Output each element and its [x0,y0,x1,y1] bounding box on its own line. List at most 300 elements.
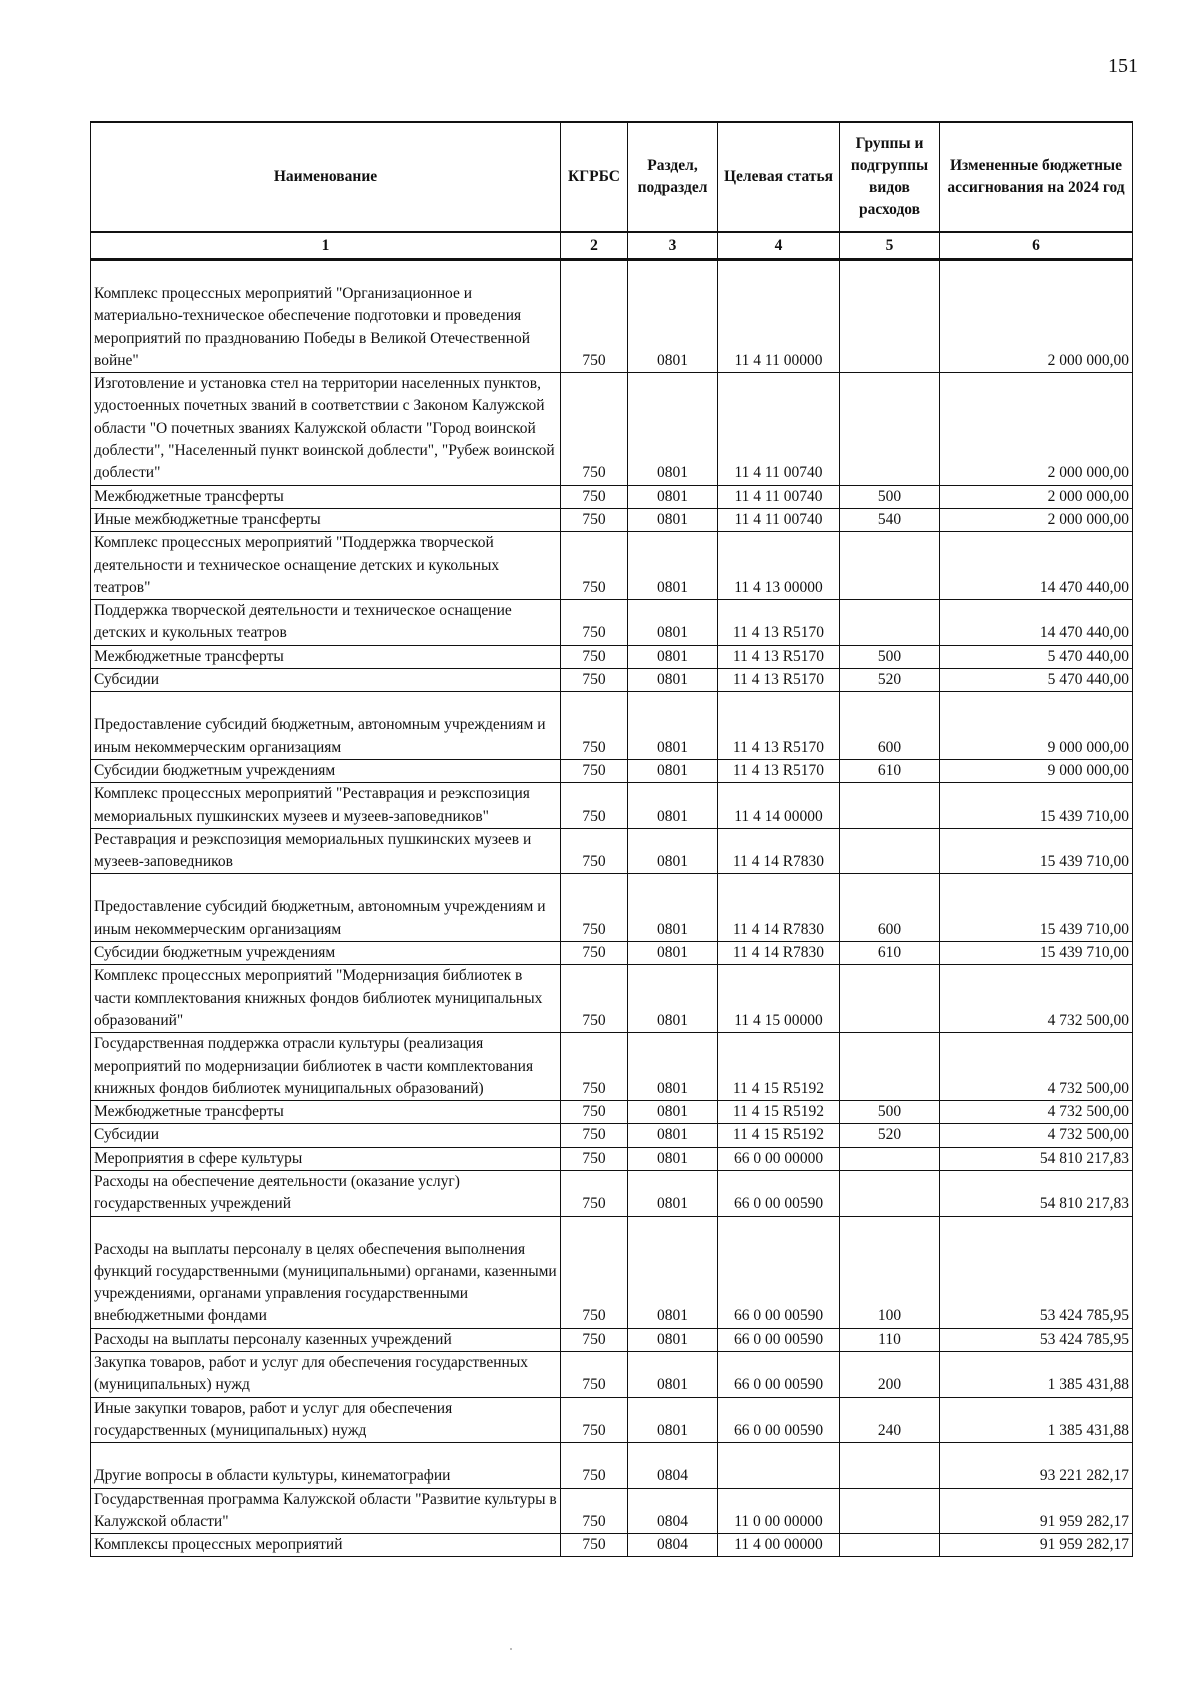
row-kgrbs [561,1397,628,1443]
row-name-text: Мероприятия в сфере культуры [94,1149,303,1167]
row-section [628,783,718,829]
table-row [91,874,1133,942]
row-amount-text: 5 470 440,00 [1047,647,1129,665]
row-kgrbs [561,1352,628,1398]
row-kgrbs [561,692,628,760]
row-section-text: 0801 [657,1126,688,1144]
row-name-text: Межбюджетные трансферты [94,1103,284,1121]
row-section-text: 0801 [657,1011,688,1029]
row-group-text: 520 [877,1126,902,1144]
row-group [840,508,940,531]
row-section-text: 0804 [657,1536,688,1554]
row-kgrbs-text: 750 [582,1103,606,1121]
row-section-text: 0801 [657,1330,688,1348]
row-group-text: 520 [877,671,902,689]
table-row [91,1216,1133,1328]
row-section-text: 0801 [657,624,688,642]
row-amount-text: 91 959 282,17 [1039,1512,1129,1530]
row-group-text: 600 [877,738,902,756]
row-name [91,942,561,965]
row-amount [940,1328,1133,1351]
row-name-text: Комплексы процессных мероприятий [94,1536,343,1554]
row-section-text: 0801 [657,1421,688,1439]
row-article-text: 11 4 14 R7830 [732,853,825,871]
table-row [91,1534,1133,1557]
row-amount-text: 2 000 000,00 [1047,510,1129,528]
row-section [628,1328,718,1351]
row-name [91,1101,561,1124]
row-kgrbs-text: 750 [582,1421,606,1439]
row-kgrbs-text: 750 [582,464,606,482]
row-section-text: 0801 [657,1103,688,1121]
row-section [628,828,718,874]
header-kgrbs: КГРБС [561,122,628,232]
row-article [718,1352,840,1398]
table-row [91,1352,1133,1398]
row-amount [940,1033,1133,1101]
row-kgrbs [561,260,628,373]
row-group [840,783,940,829]
row-article-text: 66 0 00 00590 [733,1330,824,1348]
row-section [628,1101,718,1124]
table-row [91,532,1133,600]
row-name [91,1443,561,1488]
row-amount [940,485,1133,508]
row-article [718,669,840,692]
row-name [91,260,561,373]
row-kgrbs-text: 750 [582,487,606,505]
row-name [91,783,561,829]
row-amount [940,1534,1133,1557]
row-kgrbs [561,1488,628,1534]
row-article [718,692,840,760]
row-name-text: Комплекс процессных мероприятий "Организационное и материально-техническое обеспечение подготовки и проведения мероприятий по празднованию Победы в Великой Отечественной войне" [94,285,531,369]
row-kgrbs-text: 750 [582,1149,606,1167]
row-article [718,828,840,874]
row-section-text: 0801 [657,853,688,871]
row-group-text: 600 [877,920,902,938]
column-number: 6 [940,232,1133,260]
row-kgrbs [561,532,628,600]
row-group-text: 540 [877,510,902,528]
header-section: Раздел, подраздел [628,122,718,232]
row-name-text: Иные межбюджетные трансферты [94,510,321,528]
row-section-text: 0801 [657,807,688,825]
row-amount [940,1147,1133,1170]
row-amount [940,1124,1133,1147]
row-amount-text: 53 424 785,95 [1039,1330,1129,1348]
column-number: 2 [561,232,628,260]
row-article [718,1170,840,1216]
row-name-text: Субсидии бюджетным учреждениям [94,944,336,962]
row-group [840,645,940,668]
row-kgrbs-text: 750 [582,944,606,962]
row-section-text: 0801 [657,920,688,938]
row-article-text: 11 4 11 00740 [734,464,823,482]
row-group [840,828,940,874]
row-kgrbs-text: 750 [582,1512,606,1530]
row-kgrbs [561,1443,628,1488]
row-section [628,600,718,646]
row-kgrbs-text: 750 [582,1307,606,1325]
row-group [840,874,940,942]
row-article [718,1147,840,1170]
row-kgrbs [561,669,628,692]
row-name-text: Комплекс процессных мероприятий "Модернизация библиотек в части комплектования книжных фондов библиотек муниципальных образований" [94,967,543,1029]
row-name [91,669,561,692]
row-group [840,1534,940,1557]
row-kgrbs [561,1033,628,1101]
row-article-text: 11 4 13 R5170 [732,647,825,665]
table-row [91,783,1133,829]
row-kgrbs-text: 750 [582,1330,606,1348]
row-name [91,508,561,531]
row-article-text: 11 4 13 R5170 [732,761,825,779]
row-section [628,669,718,692]
row-name-text: Предоставление субсидий бюджетным, автономным учреждениям и иным некоммерческим организациям [94,898,546,938]
row-kgrbs [561,373,628,485]
row-kgrbs-text: 750 [582,1536,606,1554]
row-amount [940,874,1133,942]
row-name-text: Субсидии [94,671,160,689]
row-amount [940,783,1133,829]
row-section-text: 0804 [657,1512,688,1530]
row-section-text: 0801 [657,578,688,596]
header-group: Группы и подгруппы видов расходов [840,122,940,232]
row-section [628,1170,718,1216]
row-article [718,1124,840,1147]
row-amount [940,260,1133,373]
row-article-text: 66 0 00 00590 [733,1421,824,1439]
row-name-text: Расходы на выплаты персоналу казенных учреждений [94,1330,452,1348]
scan-speck [510,1648,512,1650]
row-article-text: 11 4 13 00000 [734,578,823,596]
row-amount-text: 9 000 000,00 [1047,761,1129,779]
row-name-text: Государственная поддержка отрасли культуры (реализация мероприятий по модернизации библиотек в части комплектования книжных фондов библиотек муниципальных образований) [94,1035,534,1097]
row-group [840,1488,940,1534]
row-amount-text: 15 439 710,00 [1039,853,1129,871]
row-kgrbs-text: 750 [582,351,606,369]
row-name [91,485,561,508]
row-article [718,1534,840,1557]
table-row [91,1397,1133,1443]
row-article-text: 11 4 15 00000 [734,1011,823,1029]
row-article-text: 11 4 11 00000 [734,351,823,369]
row-name [91,874,561,942]
table-row [91,1328,1133,1351]
row-section [628,373,718,485]
row-group [840,600,940,646]
row-article [718,1328,840,1351]
row-amount-text: 53 424 785,95 [1039,1307,1129,1325]
row-section [628,1033,718,1101]
row-name-text: Изготовление и установка стел на территории населенных пунктов, удостоенных почетных званий в соответствии с Законом Калужской области "О почетных званиях Калужской области "Город воинской доблести", "Населенный пункт воинской доблести", "Рубеж воинской доблести" [94,375,555,482]
row-amount [940,1170,1133,1216]
row-name-text: Закупка товаров, работ и услуг для обеспечения государственных (муниципальных) нужд [94,1354,529,1394]
row-amount [940,1101,1133,1124]
row-name [91,1216,561,1328]
table-row [91,600,1133,646]
row-amount-text: 4 732 500,00 [1047,1126,1129,1144]
row-name-text: Другие вопросы в области культуры, кинематографии [94,1467,451,1485]
row-name-text: Межбюджетные трансферты [94,487,284,505]
row-amount [940,1352,1133,1398]
row-group [840,669,940,692]
row-group [840,965,940,1033]
row-kgrbs [561,1328,628,1351]
row-amount-text: 15 439 710,00 [1039,807,1129,825]
row-kgrbs [561,874,628,942]
row-group [840,1033,940,1101]
row-article [718,783,840,829]
row-amount-text: 14 470 440,00 [1039,624,1129,642]
table-row [91,1170,1133,1216]
row-kgrbs-text: 750 [582,853,606,871]
row-section [628,942,718,965]
header-name: Наименование [91,122,561,232]
row-article [718,965,840,1033]
row-kgrbs-text: 750 [582,807,606,825]
table-row [91,1443,1133,1488]
row-section-text: 0801 [657,738,688,756]
row-section-text: 0801 [657,487,688,505]
row-article-text: 11 4 15 R5192 [732,1103,825,1121]
row-article-text: 11 4 15 R5192 [732,1126,825,1144]
row-section [628,485,718,508]
row-section-text: 0801 [657,671,688,689]
row-name-text: Иные закупки товаров, работ и услуг для обеспечения государственных (муниципальных) нужд [94,1399,453,1439]
row-kgrbs [561,1101,628,1124]
table-row [91,669,1133,692]
row-kgrbs-text: 750 [582,578,606,596]
row-kgrbs-text: 750 [582,1376,606,1394]
row-group [840,1397,940,1443]
row-kgrbs-text: 750 [582,510,606,528]
row-name [91,532,561,600]
row-group [840,532,940,600]
row-kgrbs [561,759,628,782]
row-section [628,645,718,668]
table-row [91,942,1133,965]
row-amount [940,600,1133,646]
row-section-text: 0801 [657,761,688,779]
row-kgrbs-text: 750 [582,1467,606,1485]
row-name-text: Комплекс процессных мероприятий "Реставрация и реэкспозиция мемориальных пушкинских музеев и музеев-заповедников" [94,785,530,825]
table-row [91,485,1133,508]
row-kgrbs [561,1170,628,1216]
row-section-text: 0801 [657,351,688,369]
row-group [840,373,940,485]
row-name-text: Комплекс процессных мероприятий "Поддержка творческой деятельности и техническое оснащение детских и кукольных театров" [94,534,500,596]
row-group [840,1443,940,1488]
row-name [91,600,561,646]
row-kgrbs-text: 750 [582,738,606,756]
row-name-text: Межбюджетные трансферты [94,647,284,665]
table-row [91,759,1133,782]
row-article-text: 11 4 14 00000 [734,807,823,825]
row-amount [940,645,1133,668]
row-name-text: Субсидии [94,1126,160,1144]
row-name [91,1033,561,1101]
row-article-text: 11 4 13 R5170 [732,624,825,642]
row-group-text: 500 [877,1103,902,1121]
header-article: Целевая статья [718,122,840,232]
row-article [718,1216,840,1328]
row-section-text: 0804 [657,1467,688,1485]
row-article [718,645,840,668]
row-amount [940,828,1133,874]
row-amount-text: 2 000 000,00 [1047,351,1129,369]
row-amount [940,1397,1133,1443]
row-kgrbs-text: 750 [582,1126,606,1144]
table-row [91,692,1133,760]
row-amount-text: 15 439 710,00 [1039,920,1129,938]
row-kgrbs [561,1124,628,1147]
row-amount-text: 14 470 440,00 [1039,578,1129,596]
row-article-text: 11 4 13 R5170 [732,671,825,689]
row-kgrbs [561,600,628,646]
row-article-text: 11 4 13 R5170 [732,738,825,756]
row-amount [940,508,1133,531]
row-section [628,1124,718,1147]
table-body [91,260,1133,1557]
row-kgrbs-text: 750 [582,1195,606,1213]
row-article-text: 66 0 00 00590 [733,1195,824,1213]
row-name-text: Государственная программа Калужской области "Развитие культуры в Калужской области" [94,1490,557,1530]
row-name [91,692,561,760]
budget-table [90,121,1133,1557]
row-article [718,1488,840,1534]
row-section-text: 0801 [657,464,688,482]
row-amount-text: 91 959 282,17 [1039,1536,1129,1554]
row-kgrbs-text: 750 [582,1011,606,1029]
row-group [840,1170,940,1216]
row-name [91,1124,561,1147]
row-kgrbs [561,1534,628,1557]
row-group [840,1216,940,1328]
row-kgrbs [561,485,628,508]
row-article-text: 11 4 14 R7830 [732,944,825,962]
row-name-text: Расходы на обеспечение деятельности (оказание услуг) государственных учреждений [94,1172,460,1213]
row-kgrbs-text: 750 [582,624,606,642]
table-row [91,1124,1133,1147]
row-section [628,532,718,600]
row-kgrbs [561,783,628,829]
row-section [628,260,718,373]
row-amount-text: 1 385 431,88 [1047,1376,1129,1394]
row-amount-text: 4 732 500,00 [1047,1103,1129,1121]
table-row [91,1147,1133,1170]
row-article [718,874,840,942]
row-article [718,532,840,600]
row-article [718,1443,840,1488]
row-group [840,1352,940,1398]
header-row [91,122,1133,232]
row-section [628,1534,718,1557]
row-article [718,260,840,373]
row-section [628,508,718,531]
row-amount-text: 9 000 000,00 [1047,738,1129,756]
row-amount [940,965,1133,1033]
row-section-text: 0801 [657,1079,688,1097]
column-number: 5 [840,232,940,260]
row-section [628,1443,718,1488]
row-article [718,373,840,485]
row-section [628,965,718,1033]
row-article-text: 66 0 00 00590 [733,1307,824,1325]
row-group-text: 100 [877,1307,902,1325]
row-kgrbs [561,1216,628,1328]
row-article-text: 66 0 00 00590 [733,1376,824,1394]
column-number-row [91,232,1133,260]
table-row [91,828,1133,874]
row-kgrbs [561,645,628,668]
row-amount [940,1443,1133,1488]
row-group [840,1147,940,1170]
row-group [840,942,940,965]
row-amount [940,669,1133,692]
row-group-text: 500 [877,647,902,665]
row-name [91,645,561,668]
row-article-text: 11 4 11 00740 [734,487,823,505]
row-kgrbs-text: 750 [582,761,606,779]
table-row [91,645,1133,668]
row-article [718,1101,840,1124]
row-kgrbs-text: 750 [582,647,606,665]
table-row [91,508,1133,531]
row-article-text: 11 0 00 00000 [734,1512,823,1530]
row-amount [940,373,1133,485]
row-kgrbs-text: 750 [582,1079,606,1097]
table-row [91,373,1133,485]
row-name [91,1534,561,1557]
row-group-text: 610 [877,761,902,779]
row-amount [940,942,1133,965]
row-section-text: 0801 [657,647,688,665]
row-name [91,759,561,782]
row-section-text: 0801 [657,1149,688,1167]
row-name [91,1488,561,1534]
row-article [718,600,840,646]
row-kgrbs [561,942,628,965]
row-amount-text: 2 000 000,00 [1047,487,1129,505]
row-article-text: 11 4 11 00740 [734,510,823,528]
row-name [91,1170,561,1216]
row-group-text: 610 [877,944,902,962]
column-number: 4 [718,232,840,260]
row-group [840,1101,940,1124]
row-amount-text: 93 221 282,17 [1039,1467,1129,1485]
row-amount [940,692,1133,760]
row-amount-text: 54 810 217,83 [1039,1195,1129,1213]
row-article [718,485,840,508]
row-amount-text: 1 385 431,88 [1047,1421,1129,1439]
row-name-text: Расходы на выплаты персоналу в целях обеспечения выполнения функций государственными (муниципальными) органами, казенными учреждениями, органами управления государственными внебюджетными фондами [94,1240,557,1325]
row-name [91,1328,561,1351]
row-section-text: 0801 [657,1307,688,1325]
table-row [91,965,1133,1033]
row-section-text: 0801 [657,510,688,528]
row-amount [940,1488,1133,1534]
row-group [840,1124,940,1147]
row-article [718,1397,840,1443]
row-section [628,1216,718,1328]
row-name [91,373,561,485]
column-number: 3 [628,232,718,260]
row-kgrbs [561,965,628,1033]
row-group-text: 240 [877,1421,902,1439]
row-article [718,942,840,965]
